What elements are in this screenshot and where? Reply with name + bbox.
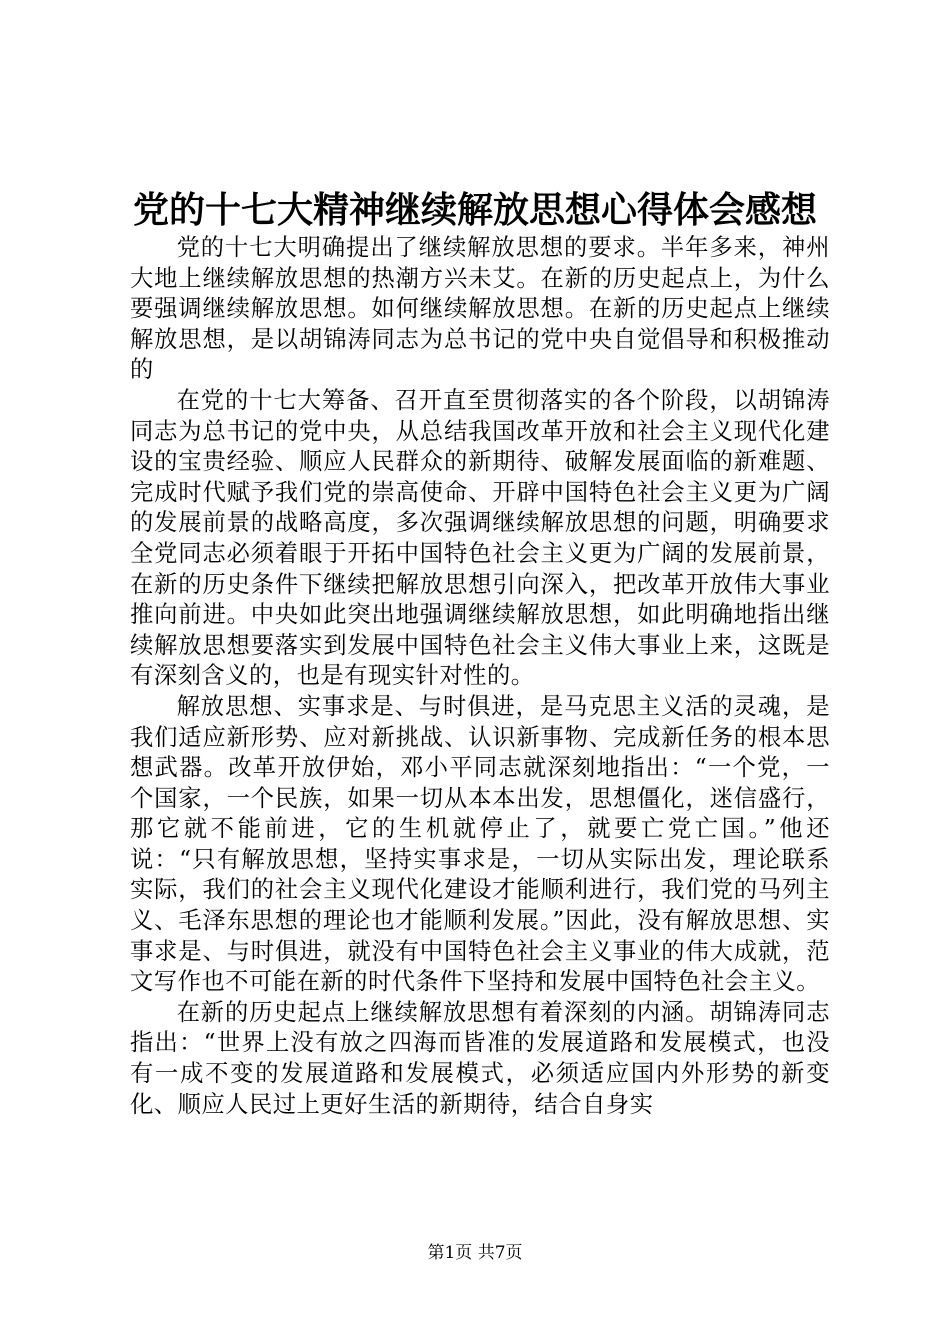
document-body: [130, 233, 830, 1120]
page-number-footer: 第1页 共7页: [427, 1243, 523, 1263]
paragraph-1: 党的十七大明确提出了继续解放思想的要求。半年多来，神州大地上继续解放思想的热潮方兴未艾。在新的历史起点上，为什么要强调继续解放思想。如何继续解放思想。在新的历史起点上继续解放思想，是以胡锦涛同志为总书记的党中央自觉倡导和积极推动的: [130, 234, 830, 384]
paragraph-4: 在新的历史起点上继续解放思想有着深刻的内涵。胡锦涛同志指出：“世界上没有放之四海而皆准的发展道路和发展模式，也没有一成不变的发展道路和发展模式，必须适应国内外形势的新变化、顺应人民过上更好生活的新期待，结合自身实: [130, 998, 830, 1118]
document-title: 党的十七大精神继续解放思想心得体会感想: [132, 189, 817, 231]
paragraph-3: 解放思想、实事求是、与时俱进，是马克思主义活的灵魂，是我们适应新形势、应对新挑战、认识新事物、完成新任务的根本思想武器。改革开放伊始，邓小平同志就深刻地指出：“一个党，一个国家，一个民族，如果一切从本本出发，思想僵化，迷信盛行，那它就不能前进，它的生机就停止了，就要亡党亡国。”他还说：“只有解放思想，坚持实事求是，一切从实际出发，理论联系实际，我们的社会主义现代化建设才能顺利进行，我们党的马列主义、毛泽东思想的理论也才能顺利发展。”因此，没有解放思想、实事求是、与时俱进，就没有中国特色社会主义事业的伟大成就，范文写作也不可能在新的时代条件下坚持和发展中国特色社会主义。: [130, 692, 830, 996]
paragraph-2: 在党的十七大筹备、召开直至贯彻落实的各个阶段，以胡锦涛同志为总书记的党中央，从总结我国改革开放和社会主义现代化建设的宝贵经验、顺应人民群众的新期待、破解发展面临的新难题、完成时代赋予我们党的崇高使命、开辟中国特色社会主义更为广阔的发展前景的战略高度，多次强调继续解放思想的问题，明确要求全党同志必须着眼于开拓中国特色社会主义更为广阔的发展前景，在新的历史条件下继续把解放思想引向深入，把改革开放伟大事业推向前进。中央如此突出地强调继续解放思想，如此明确地指出继续解放思想要落实到发展中国特色社会主义伟大事业上来，这既是有深刻含义的，也是有现实针对性的。: [130, 386, 830, 690]
